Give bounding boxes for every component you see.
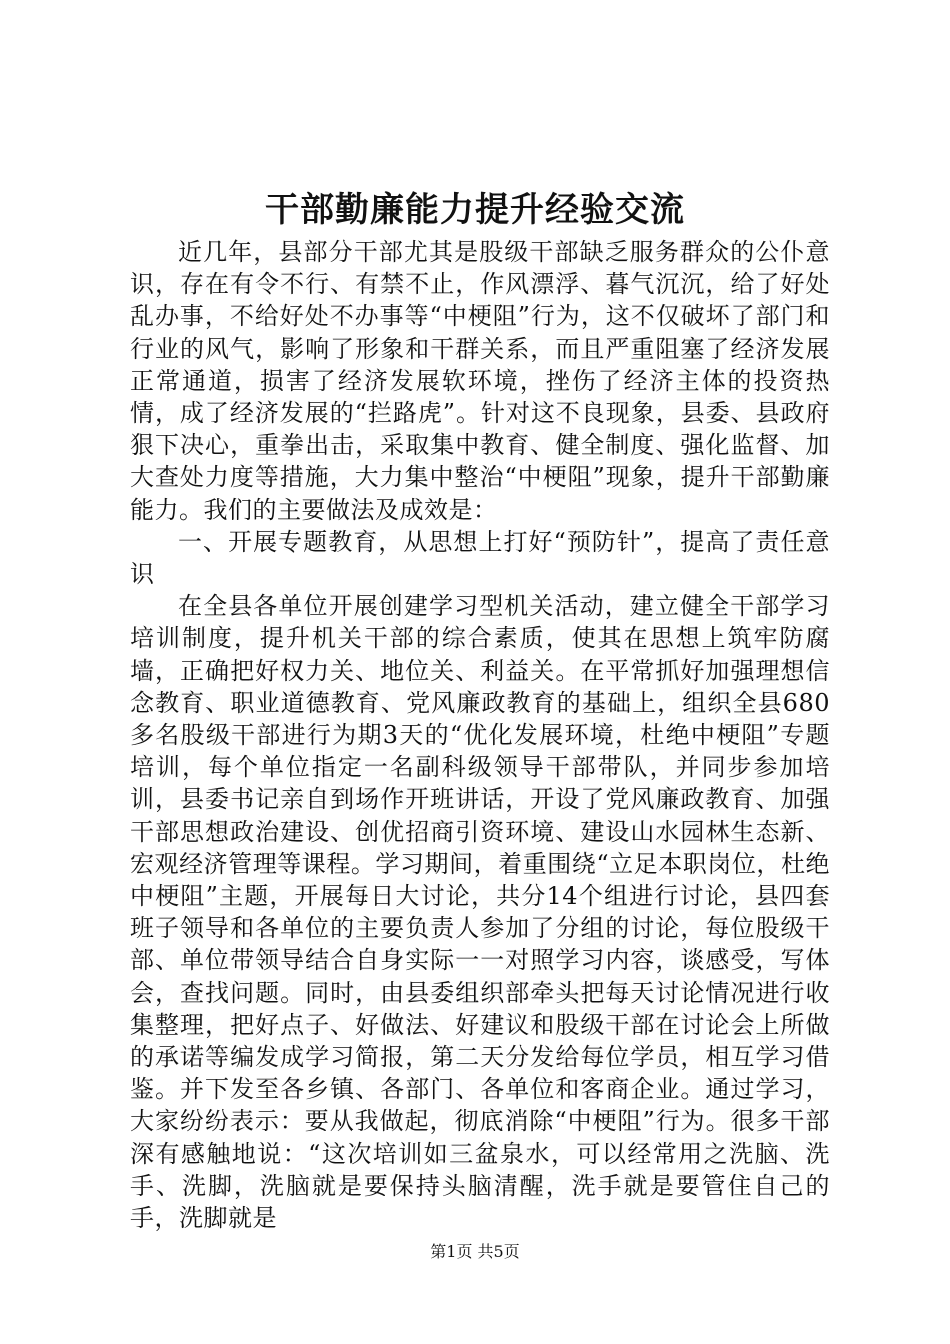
- paragraph-intro: 近几年，县部分干部尤其是股级干部缺乏服务群众的公仆意识，存在有令不行、有禁不止，作风漂浮、暮气沉沉，给了好处乱办事，不给好处不办事等“中梗阻”行为，这不仅破坏了部门和行业的风气，影响了形象和干群关系，而且严重阻塞了经济发展正常通道，损害了经济发展软环境，挫伤了经济主体的投资热情，成了经济发展的“拦路虎”。针对这不良现象，县委、县政府狠下决心，重拳出击，采取集中教育、健全制度、强化监督、加大查处力度等措施，大力集中整治“中梗阻”现象，提升干部勤廉能力。我们的主要做法及成效是：: [130, 238, 830, 524]
- document-title: 干部勤廉能力提升经验交流: [265, 190, 685, 230]
- page-number-footer: 第1页 共5页: [430, 1242, 520, 1261]
- document-body: [130, 236, 830, 1234]
- section-heading-1: 一、开展专题教育，从思想上打好“预防针”，提高了责任意识: [130, 527, 830, 589]
- paragraph-section-1: 在全县各单位开展创建学习型机关活动，建立健全干部学习培训制度，提升机关干部的综合素质，使其在思想上筑牢防腐墙，正确把好权力关、地位关、利益关。在平常抓好加强理想信念教育、职业道德教育、党风廉政教育的基础上，组织全县680多名股级干部进行为期3天的“优化发展环境，杜绝中梗阻”专题培训，每个单位指定一名副科级领导干部带队，并同步参加培训，县委书记亲自到场作开班讲话，开设了党风廉政教育、加强干部思想政治建设、创优招商引资环境、建设山水园林生态新、宏观经济管理等课程。学习期间，着重围绕“立足本职岗位，杜绝中梗阻”主题，开展每日大讨论，共分14个组进行讨论，县四套班子领导和各单位的主要负责人参加了分组的讨论，每位股级干部、单位带领导结合自身实际一一对照学习内容，谈感受，写体会，查找问题。同时，由县委组织部牵头把每天讨论情况进行收集整理，把好点子、好做法、好建议和股级干部在讨论会上所做的承诺等编发成学习简报，第二天分发给每位学员，相互学习借鉴。并下发至各乡镇、各部门、各单位和客商企业。通过学习，大家纷纷表示：要从我做起，彻底消除“中梗阻”行为。很多干部深有感触地说：“这次培训如三盆泉水，可以经常用之洗脑、洗手、洗脚，洗脑就是要保持头脑清醒，洗手就是要管住自己的手，洗脚就是: [130, 592, 830, 1233]
